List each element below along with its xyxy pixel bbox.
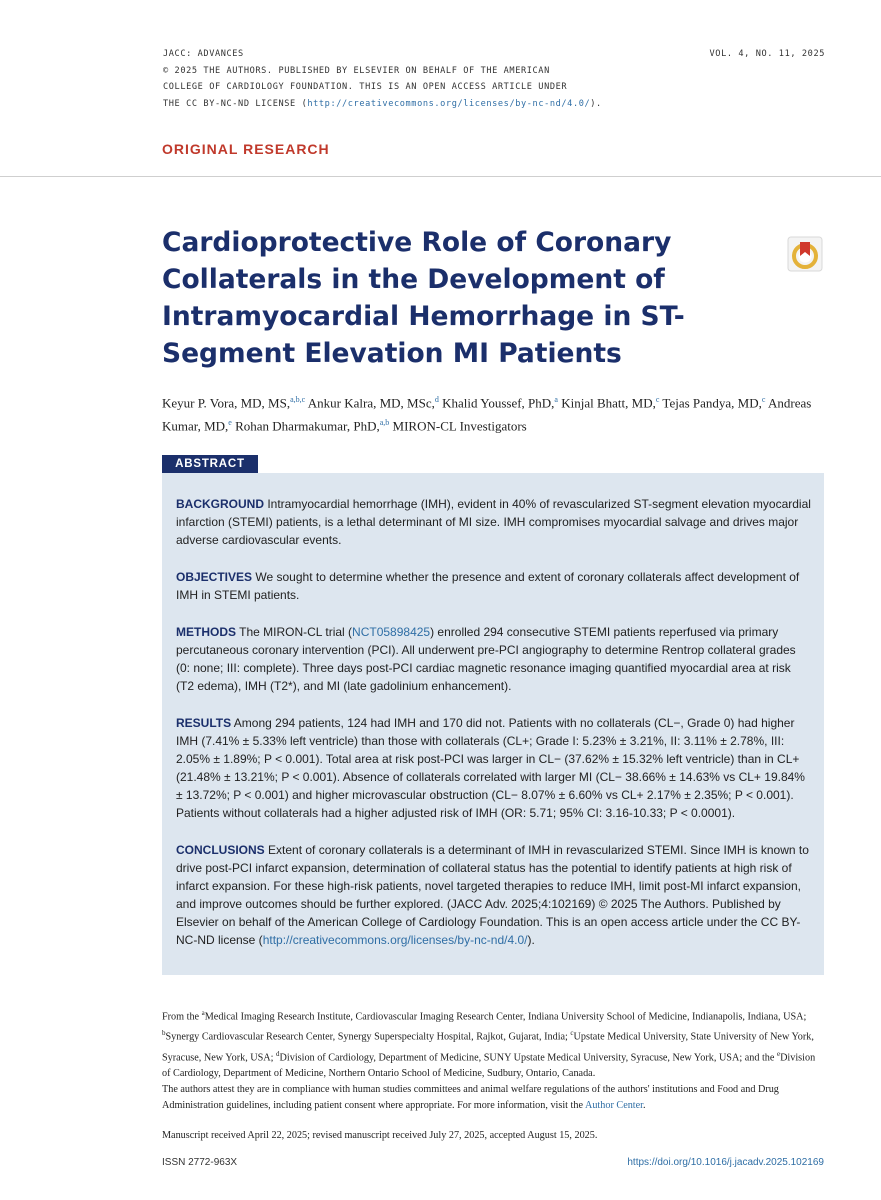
- author-affiliation: c: [655, 395, 660, 404]
- author-name: Tejas Pandya, MD,: [662, 395, 762, 411]
- license-link[interactable]: http://creativecommons.org/licenses/by-nc-nd/4.0/: [307, 98, 591, 109]
- copyright-line-3: THE CC BY-NC-ND LICENSE (http://creativecommons.org/licenses/by-nc-nd/4.0/).: [163, 98, 602, 109]
- author-list: [162, 390, 822, 437]
- attestation-text: The authors attest they are in compliance with human studies committees and animal welfare regulations of the authors' institutions and Food and Drug Administration guidelines, including patient consent where appropriate. For more information, visit the Author Center.: [162, 1084, 779, 1112]
- abstract-conclusions: CONCLUSIONS Extent of coronary collaterals is a determinant of IMH in revascularized STEMI. Since IMH is known to drive post-PCI infarct expansion, determination of collateral status has the potential to identify patients at high risk of infarct expansion. For these high-risk patients, novel targeted therapies to reduce IMH, limit post-MI infarct expansion, and improve outcomes should be further explored. (JACC Adv. 2025;4:102169) © 2025 The Authors. Published by Elsevier on behalf of the American College of Cardiology Foundation. This is an open access article under the CC BY-NC-ND license (http://creativecommons.org/licenses/by-nc-nd/4.0/).: [176, 843, 809, 947]
- abstract-objectives: OBJECTIVES We sought to determine whether the presence and extent of coronary collaterals affect development of IMH in STEMI patients.: [176, 570, 800, 602]
- author-name: Ankur Kalra, MD, MSc,: [307, 395, 435, 411]
- abstract-body: [176, 495, 812, 968]
- author-affiliation: e: [228, 418, 232, 428]
- divider: [0, 176, 881, 177]
- author-name: Andreas Kumar, MD,: [162, 395, 812, 434]
- copyright-line-2: COLLEGE OF CARDIOLOGY FOUNDATION. THIS IS AN OPEN ACCESS ARTICLE UNDER: [163, 82, 568, 92]
- check-for-updates-icon[interactable]: [787, 236, 823, 272]
- author-affiliation: a,b,c: [290, 395, 306, 404]
- author-name: Khalid Youssef, PhD,: [442, 395, 555, 411]
- volume-info: VOL. 4, NO. 11, 2025: [709, 49, 825, 59]
- author-affiliation: a: [554, 395, 558, 404]
- abstract-background: BACKGROUND Intramyocardial hemorrhage (IMH), evident in 40% of revascularized ST-segment elevation myocardial infarction (STEMI) patients, is a lethal determinant of MI size. IMH compromises myocardial salvage and drives major adverse cardiovascular events.: [176, 497, 811, 547]
- author-name: Kinjal Bhatt, MD,: [561, 395, 656, 411]
- author-center-link[interactable]: Author Center: [584, 1100, 643, 1112]
- journal-name: JACC: ADVANCES: [163, 49, 244, 59]
- author-name: Keyur P. Vora, MD, MS,: [162, 395, 291, 411]
- abstract-label: ABSTRACT: [162, 455, 258, 473]
- affiliation-text: From the $^a$Medical Imaging Research Institute, Cardiovascular Imaging Research Center, Indiana University School of Medicine, Indianapolis, Indiana, USA; $^b$Synergy Cardiovascular Research Center, Synergy Superspecialty Hospital, Rajkot, Gujarat, India; $^c$Upstate Medical University, State University of New York, Syracuse, New York, USA; $^d$Division of Cardiology, Department of Medicine, SUNY Upstate Medical University, Syracuse, New York, USA; and the $^e$Division of Cardiology, Department of Medicine, Northern Ontario School of Medicine, Sudbury, Ontario, Canada.: [162, 1009, 816, 1080]
- issn: ISSN 2772-963X: [162, 1157, 238, 1168]
- author-affiliation: a,b: [379, 418, 390, 428]
- author-affiliation: d: [434, 395, 439, 404]
- copyright-line-1: © 2025 THE AUTHORS. PUBLISHED BY ELSEVIER ON BEHALF OF THE AMERICAN: [163, 65, 550, 76]
- manuscript-dates: Manuscript received April 22, 2025; revised manuscript received July 27, 2025, accepted August 15, 2025.: [162, 1130, 598, 1141]
- author-name: Rohan Dharmakumar, PhD,: [235, 418, 380, 434]
- doi-link[interactable]: https://doi.org/10.1016/j.jacadv.2025.102169: [627, 1157, 824, 1168]
- author-name: MIRON-CL Investigators: [392, 418, 527, 434]
- license-link-abstract[interactable]: http://creativecommons.org/licenses/by-nc-nd/4.0/: [262, 933, 528, 947]
- trial-link[interactable]: NCT05898425: [352, 625, 431, 639]
- section-label: ORIGINAL RESEARCH: [162, 141, 330, 157]
- affiliations: [162, 1005, 824, 1114]
- author-affiliation: c: [761, 395, 766, 404]
- article-title: Cardioprotective Role of Coronary Collaterals in the Development of Intramyocardial Hemorrhage in ST-Segment Elevation MI Patients: [162, 227, 685, 369]
- abstract-methods: METHODS The MIRON-CL trial (NCT05898425) enrolled 294 consecutive STEMI patients reperfused via primary percutaneous coronary intervention (PCI). All underwent pre-PCI angiography to determine Rentrop collateral grades (0: none; III: complete). Three days post-PCI cardiac magnetic resonance imaging quantified myocardial area at risk (T2 edema), IMH (T2*), and MI (late gadolinium enhancement).: [176, 625, 796, 693]
- abstract-results: RESULTS Among 294 patients, 124 had IMH and 170 did not. Patients with no collaterals (CL−, Grade 0) had higher IMH (7.41% ± 5.33% left ventricle) than those with collaterals (CL+; Grade I: 5.23% ± 3.21%, II: 3.11% ± 2.78%, III: 2.05% ± 1.89%; P < 0.001). Total area at risk post-PCI was larger in CL− (37.62% ± 15.32% left ventricle) than in CL+ (21.48% ± 13.21%; P < 0.001). Absence of collaterals correlated with larger MI (CL− 38.66% ± 14.63% vs CL+ 19.84% ± 13.72%; P < 0.001) and higher microvascular obstruction (CL− 8.07% ± 6.60% vs CL+ 2.17% ± 2.35%; P < 0.001). Patients without collaterals had a higher adjusted risk of IMH (OR: 5.71; 95% CI: 3.16-10.33; P < 0.0001).: [176, 716, 805, 820]
- journal-header: [163, 46, 602, 112]
